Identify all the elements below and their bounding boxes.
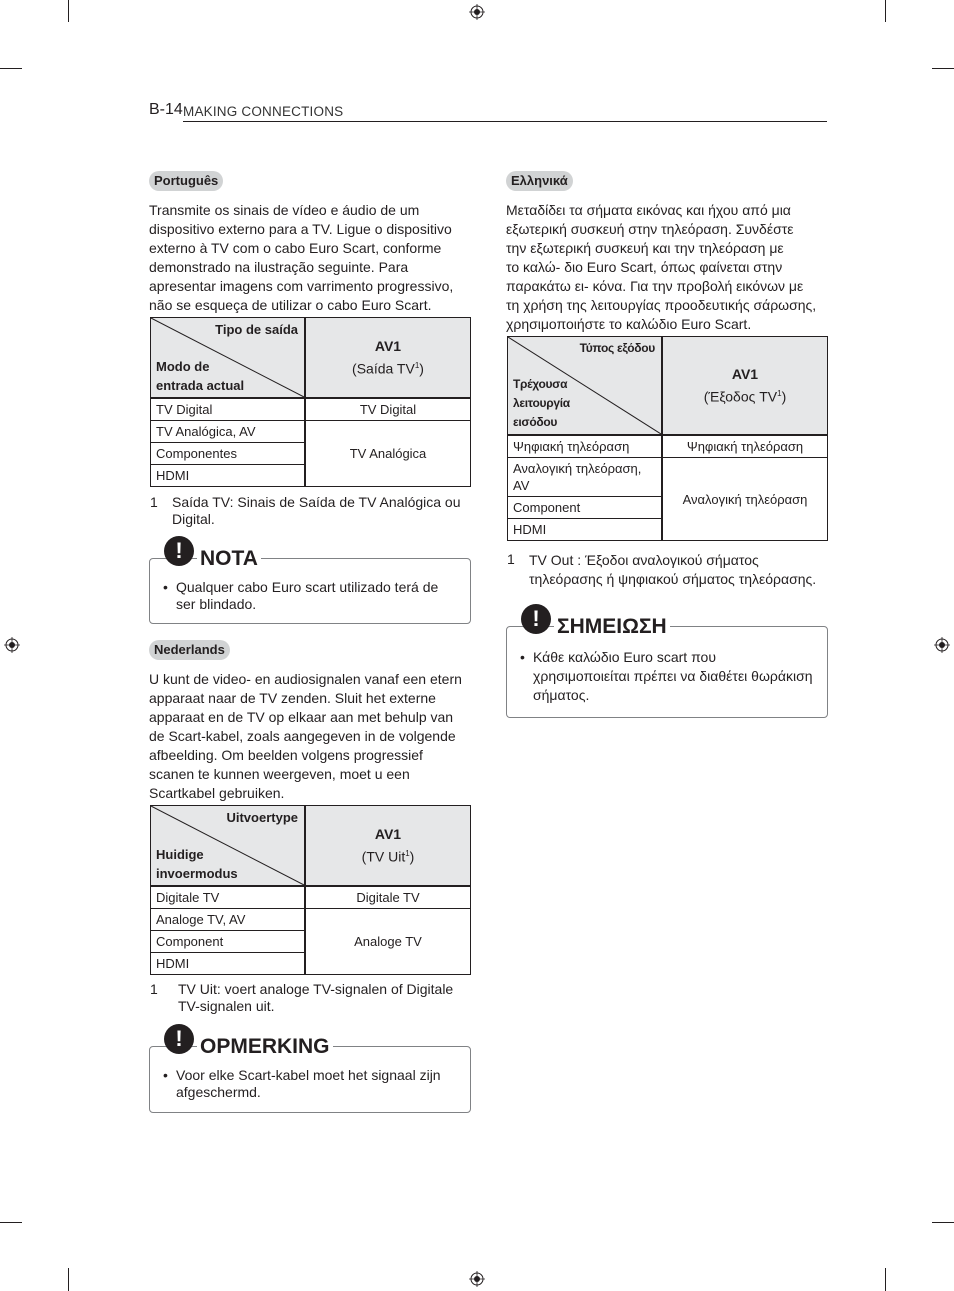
table-row (508, 435, 828, 458)
table-row (151, 886, 471, 909)
note-text (520, 648, 825, 708)
table-cell: Analoge TV (305, 909, 471, 975)
text-line: TV Out : Έξοδοι αναλογικού σήματος (529, 552, 759, 568)
table-cell: HDMI (151, 953, 306, 975)
text-line: demonstrado na ilustração seguinte. Para (149, 259, 409, 275)
text-line: εξωτερική συσκευή στην τηλεόραση. Συνδέστε (506, 221, 794, 237)
text-line: U kunt de video- en audiosignalen vanaf een etern (149, 671, 462, 687)
text-line: την εξωτερική συσκευή και την τηλεόραση με (506, 240, 784, 256)
table-cell: TV Digital (151, 398, 306, 421)
table-diagonal-header (151, 318, 306, 399)
header-output-type: Τύπος εξόδου (579, 341, 655, 355)
text-line: apparaat naar de TV zenden. Sluit het externe (149, 690, 436, 706)
table-cell: Ψηφιακή τηλεόραση (508, 435, 663, 458)
text-line: χρησιμοποιήστε το καλώδιο Euro Scart. (506, 316, 752, 332)
connection-table-ellinika (507, 336, 828, 541)
exclamation-icon: ! (164, 536, 194, 566)
text-line: Κάθε καλώδιο Euro scart που (533, 649, 716, 665)
table-cell: Digitale TV (305, 886, 471, 909)
registration-mark-icon (469, 1271, 485, 1287)
text-line: afgeschermd. (176, 1084, 261, 1100)
table-cell: HDMI (151, 465, 306, 487)
paragraph-ellinika (506, 201, 816, 334)
table-cell: Componentes (151, 443, 306, 465)
text-line: Τρέχουσα (513, 377, 568, 391)
registration-mark-icon (469, 4, 485, 20)
text-line: de Scart-kabel, zoals aangegeven in de volgende (149, 728, 456, 744)
crop-mark (68, 1268, 69, 1291)
paragraph-nederlands (149, 670, 462, 803)
exclamation-icon: ! (164, 1024, 194, 1054)
av1-sub (668, 384, 822, 407)
footnote-number: 1 (150, 981, 158, 997)
language-label-portugues: Português (149, 171, 223, 191)
note-title: ΣΗΜΕΙΩΣΗ (554, 615, 670, 639)
text: (Saída TV (352, 360, 415, 377)
crop-mark (932, 68, 954, 69)
table-diagonal-header (151, 806, 306, 887)
text-line: Μεταδίδει τα σήματα εικόνας και ήχου από μια (506, 202, 791, 218)
text-line: Digital. (172, 511, 215, 527)
table-cell: TV Digital (305, 398, 471, 421)
crop-mark (68, 0, 69, 22)
footnote-portugues (150, 494, 470, 530)
text-line: entrada actual (156, 378, 245, 393)
table-cell: Analoge TV, AV (151, 909, 306, 931)
connection-table-portugues (150, 317, 471, 487)
text: (Έξοδος TV (703, 388, 778, 405)
table-row (151, 421, 471, 443)
language-label-ellinika: Ελληνικά (506, 171, 573, 191)
crop-mark (885, 0, 886, 22)
text-line: AV (513, 478, 530, 493)
footnote-ref: 1 (405, 848, 410, 858)
av1-sub (311, 356, 465, 379)
av1-sub (311, 844, 465, 867)
text-line: Scartkabel gebruiken. (149, 785, 285, 801)
footnote-number: 1 (507, 551, 515, 567)
text-line: não se esqueça de utilizar o cabo Euro Scart. (149, 297, 432, 313)
page-number: B-14 (149, 101, 183, 118)
text-line: εισόδου (513, 415, 558, 429)
table-cell: Component (151, 931, 306, 953)
av1-label: AV1 (374, 337, 402, 354)
note-lines (533, 648, 813, 705)
table-row (151, 909, 471, 931)
header-input-mode (156, 845, 238, 883)
registration-mark-icon (934, 637, 950, 653)
text-line: λειτουργία (513, 396, 570, 410)
text-line: apparaat en de TV op elkaar aan met behulp van (149, 709, 454, 725)
table-cell: Αναλογική τηλεόραση (662, 458, 828, 541)
text-line: apresentar imagens com varrimento progressivo, (149, 278, 454, 294)
table-cell: Digitale TV (151, 886, 306, 909)
crop-mark (885, 1268, 886, 1291)
footnote-nederlands (150, 981, 470, 1017)
footnote-ref: 1 (777, 388, 782, 398)
text-line: Saída TV: Sinais de Saída de TV Analógica ou (172, 494, 461, 510)
text-line: Voor elke Scart-kabel moet het signaal zijn (176, 1067, 441, 1083)
text-line: afbeelding. Om beelden volgens progressief (149, 747, 423, 763)
text-line: Qualquer cabo Euro scart utilizado terá de (176, 579, 439, 595)
header-av1 (305, 318, 471, 399)
crop-mark (0, 68, 22, 69)
text-line: externo à TV com o cabo Euro Scart, conforme (149, 240, 442, 256)
text-line: τη χρήση της λειτουργίας προοδευτικής σάρωσης, (506, 297, 817, 313)
table-cell: Component (508, 497, 663, 519)
text-line: σήματος. (533, 687, 590, 703)
text-line: Modo de (156, 359, 210, 374)
av1-label: AV1 (374, 825, 402, 842)
text-line: ser blindado. (176, 596, 257, 612)
text-line: παρακάτω ει- κόνα. Για την προβολή εικόνων με (506, 278, 804, 294)
header-input-mode (156, 357, 244, 395)
footnote-number: 1 (150, 494, 158, 510)
footnote-text (178, 981, 453, 1015)
header-output-type: Tipo de saída (215, 322, 298, 337)
exclamation-icon: ! (521, 604, 551, 634)
text-line: Huidige (156, 847, 204, 862)
text: ) (419, 360, 424, 377)
bullet: • (163, 579, 168, 595)
header-input-mode (513, 375, 570, 432)
table-cell: HDMI (508, 519, 663, 541)
text-line: τηλεόρασης ή ψηφιακού σήματος τηλεόρασης. (529, 571, 817, 587)
table-cell: Ψηφιακή τηλεόραση (662, 435, 828, 458)
table-cell (508, 458, 663, 497)
text-line: Transmite os sinais de vídeo e áudio de um (149, 202, 420, 218)
text-line: Αναλογική τηλεόραση, (513, 461, 642, 476)
note-lines (176, 579, 438, 613)
registration-mark-icon (4, 637, 20, 653)
footnote-text (172, 494, 461, 528)
header-av1 (662, 337, 828, 436)
note-lines (176, 1067, 441, 1101)
av1-label: AV1 (731, 365, 759, 382)
table-diagonal-header (508, 337, 663, 436)
bullet: • (163, 1067, 168, 1083)
text-line: TV-signalen uit. (178, 998, 275, 1014)
text-line: το καλώ- διο Euro Scart, όπως φαίνεται στην (506, 259, 783, 275)
text-line: TV Uit: voert analoge TV-signalen of Digitale (178, 981, 454, 997)
connection-table-nederlands (150, 805, 471, 975)
note-title: OPMERKING (197, 1035, 333, 1059)
footnote-ref: 1 (414, 360, 420, 370)
text-line: χρησιμοποιείται πρέπει να διαθέτει θωράκιση (533, 668, 813, 684)
text-line: scanen te kunnen weergeven, moet u een (149, 766, 410, 782)
table-cell: TV Analógica (305, 421, 471, 487)
footnote-ellinika (507, 551, 827, 591)
text-line: dispositivo externo para a TV. Ligue o dispositivo (149, 221, 452, 237)
text: (TV Uit (361, 848, 406, 865)
text-line: invoermodus (156, 866, 238, 881)
header-output-type: Uitvoertype (226, 810, 298, 825)
crop-mark (932, 1222, 954, 1223)
table-row (508, 458, 828, 497)
section-title: MAKING CONNECTIONS (183, 104, 344, 119)
bullet: • (520, 649, 525, 665)
header-av1 (305, 806, 471, 887)
footnote-text (529, 551, 816, 589)
language-label-nederlands: Nederlands (149, 640, 230, 660)
table-row (151, 398, 471, 421)
text: ) (781, 388, 787, 405)
note-title: NOTA (197, 547, 261, 571)
text: ) (409, 848, 415, 865)
crop-mark (0, 1222, 22, 1223)
note-text (163, 579, 463, 615)
paragraph-portugues (149, 201, 453, 315)
header-divider (183, 121, 827, 122)
note-text (163, 1067, 463, 1103)
table-cell: TV Analógica, AV (151, 421, 306, 443)
